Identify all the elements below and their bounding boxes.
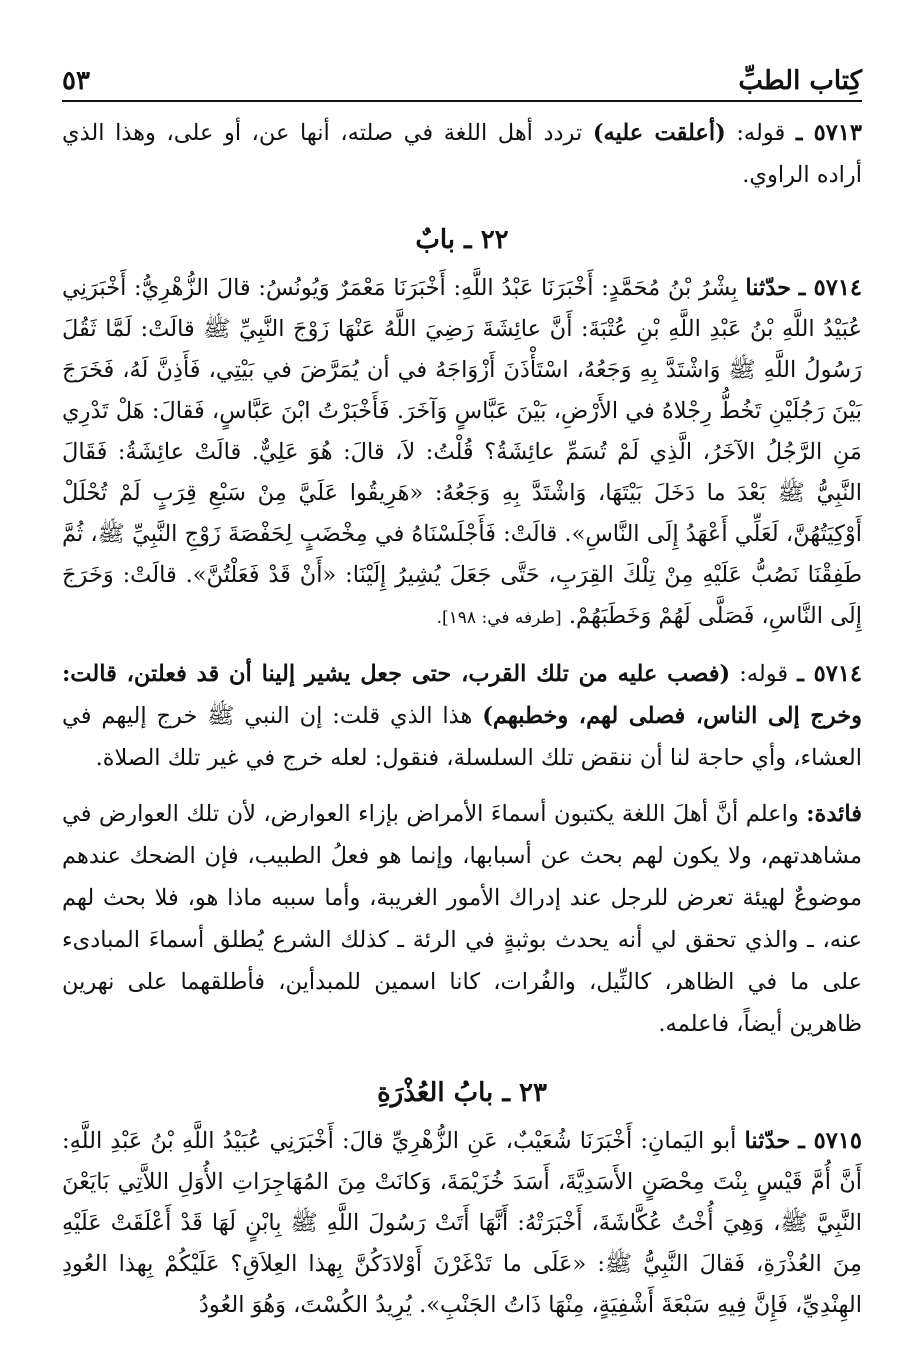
running-title: كِتاب الطبِّ <box>738 66 862 96</box>
page-header <box>62 40 862 102</box>
hadith-number: ٥٧١٥ ـ <box>798 1128 863 1154</box>
note-lead: قوله: <box>736 120 786 146</box>
hadith-number: ٥٧١٤ ـ <box>798 275 862 301</box>
chapter-heading-22: ٢٢ ـ بابٌ <box>415 225 509 255</box>
haddathana: حدّثنا <box>745 275 792 301</box>
haddathana: حدّثنا <box>744 1128 791 1154</box>
note-quote: (أعلقت عليه) <box>592 120 726 146</box>
commentary-5714 <box>62 653 862 779</box>
cross-reference: [طرفه في: ١٩٨]. <box>436 608 562 628</box>
note-lead: قوله: <box>739 661 789 687</box>
note-text: هذا الذي قلت: إن النبي ﷺ خرج إليهم في العشاء، وأي حاجة لنا أن ننقض تلك السلسلة، فنقول: لعله خرج في غير تلك الصلاة. <box>62 703 862 771</box>
chapter-heading-23: ٢٣ ـ بابُ العُذْرَةِ <box>377 1078 547 1108</box>
note-number: ٥٧١٣ ـ <box>795 120 863 146</box>
benefit-text: واعلم أنَّ أهلَ اللغة يكتبون أسماءَ الأمراض بإزاء العوارض، لأن تلك العوارض في مشاهدتهم، ولا يكون لهم بحث عن أسبابها، وإنما هو فعلُ الطبيب، فإن الضحك عندهم موضوعٌ لهيئة تعرض للرجل عند إدراك الأمور الغريبة، وأما سببه ماذا هو، فلا بحث لهم عنه، ـ والذي تحقق لي أنه يحدث بوثبةٍ في الرئة ـ كذلك الشرع يُطلق أسماءَ المبادىء على ما في الظاهر، كالنِّيل، والفُرات، كانا اسمين للمبدأين، فأطلقهما على نهرين ظاهرين أيضاً، فاعلمه. <box>62 801 862 1037</box>
note-number: ٥٧١٤ ـ <box>797 661 862 687</box>
benefit-note <box>62 793 862 1045</box>
note-quote: (فصب عليه من تلك القرب، حتى جعل يشير إلينا أن قد فعلتن، قالت: وخرج إلى الناس، فصلى لهم، وخطبهم) <box>62 661 863 729</box>
benefit-label: فائدة: <box>806 801 862 827</box>
hadith-text: أبو اليَمانِ: أَخْبَرَنَا شُعَيْبٌ، عَنِ الزُّهْرِيِّ قالَ: أَخْبَرَنِي عُبَيْدُ اللَّهِ بْنُ عَبْدِ اللَّهِ: أَنَّ أُمَّ قَيْسٍ بِنْتَ مِحْصَنٍ الأَسَدِيَّةَ، أَسَدَ خُزَيْمَةَ، وَكانَتْ مِنَ المُهَاجِرَاتِ الأُوَلِ اللاَّتِي بَايَعْنَ النَّبِيَّ ﷺ، وَهِيَ أُخْتُ عُكَّاشَةَ، أَخْبَرَتْهُ: أَنَّهَا أَتَتْ رَسُولَ اللَّهِ ﷺ بِابْنٍ لَهَا قَدْ أَعْلَقَتْ عَلَيْهِ مِنَ العُذْرَةِ، فَقالَ النَّبِيُّ ﷺ: «عَلَى ما تَدْغَرْنَ أَوْلادَكُنَّ بِهذا العِلاَقِ؟ عَلَيْكُمْ بِهذا العُودِ الهِنْدِيِّ، فَإِنَّ فِيهِ سَبْعَةَ أَشْفِيَةٍ، مِنْهَا ذَاتُ الجَنْبِ». يُرِيدُ الكُسْتَ، وَهُوَ العُودُ <box>62 1128 862 1318</box>
hadith-5714 <box>62 268 862 639</box>
commentary-5713 <box>62 112 862 196</box>
book-page <box>62 40 862 1326</box>
page-number: ٥٣ <box>62 66 90 96</box>
hadith-text: بِشْرُ بْنُ مُحَمَّدٍ: أَخْبَرَنَا عَبْدُ اللَّهِ: أَخْبَرَنَا مَعْمَرٌ وَيُونُسُ: قالَ الزُّهْرِيُّ: أَخْبَرَنِي عُبَيْدُ اللَّهِ بْنُ عَبْدِ اللَّهِ بْنِ عُتْبَةَ: أَنَّ عائِشَةَ رَضِيَ اللَّهُ عَنْهَا زَوْجَ النَّبِيِّ ﷺ قالَتْ: لَمَّا ثَقُلَ رَسُولُ اللَّهِ ﷺ وَاشْتَدَّ بِهِ وَجَعُهُ، اسْتَأْذَنَ أَزْوَاجَهُ في أن يُمَرَّضَ في بَيْتِي، فَأَذِنَّ لَهُ، فَخَرَجَ بَيْنَ رَجُلَيْنِ تَخُطُّ رِجْلاهُ في الأَرْضِ، بَيْنَ عَبَّاسٍ وَآخَرَ. فَأَخْبَرْتُ ابْنَ عَبَّاسٍ، فَقالَ: هَلْ تَدْرِي مَنِ الرَّجُلُ الآخَرُ، الَّذِي لَمْ تُسَمِّ عائِشَةُ؟ قُلْتُ: لاَ، قالَ: هُوَ عَلِيٌّ. قالَتْ عائِشَةُ: فَقَالَ النَّبِيُّ ﷺ بَعْدَ ما دَخَلَ بَيْتَهَا، وَاشْتَدَّ بِهِ وَجَعُهُ: «هَرِيقُوا عَلَيَّ مِنْ سَبْعِ قِرَبٍ لَمْ تُحْلَلْ أَوْكِيَتُهُنَّ، لَعَلِّي أَعْهَدُ إِلَى النَّاسِ». قالَتْ: فَأَجْلَسْنَاهُ في مِخْضَبٍ لِحَفْصَةَ زَوْجِ النَّبِيِّ ﷺ، ثُمَّ طَفِقْنَا نَصُبُّ عَلَيْهِ مِنْ تِلْكَ القِرَبِ، حَتَّى جَعَلَ يُشِيرُ إِلَيْنَا: «أَنْ قَدْ فَعَلْتُنَّ». قالَتْ: وَخَرَجَ إِلَى النَّاسِ، فَصَلَّى لَهُمْ وَخَطَبَهُمْ. <box>62 275 862 629</box>
note-text: تردد أهل اللغة في صلته، أنها عن، أو على، وهذا الذي أراده الراوي. <box>62 120 862 188</box>
hadith-5715 <box>62 1121 862 1326</box>
